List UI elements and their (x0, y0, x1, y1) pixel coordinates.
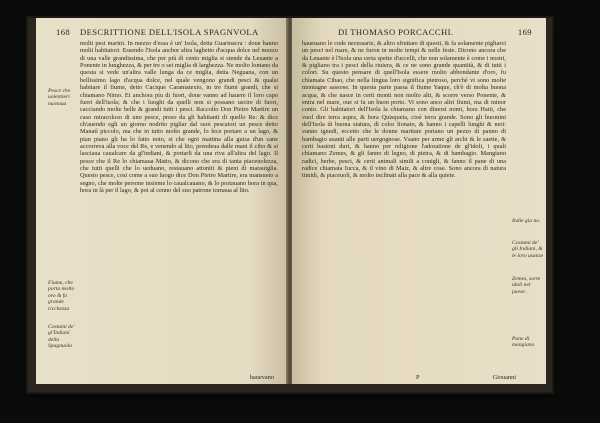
book-spread (28, 18, 552, 392)
left-catchword: hauevano (249, 374, 274, 381)
right-paragraph: haueuano le code necessarie, & altro sfruttare di questi, & fa solamente pigliarci un pesci nel mare, & ne furon in molte tempi & nelle feste. Dicono ancora che da Leuante è l'Isola una certa spetie d'uccelli, che non solamente è come i nostri, & pigliano tra i pesci della riuiera, & ce ne sono grande quantità, & di tutti i colori. Su questo pensare di quell'Isola essere molto abbondante d'oro, fu chiamata Cibao, che nella lingua loro significa pietroso, perché vi sono molte montagne sassose. In questa parte passa il fiume Yaque, ch'è di molta buona acqua, & che nasce in certi monti non molto alti, & scorre verso Ponente, & entra nel mare, oue si fa un buon porto. Vi sono anco altri fiumi, ma di minor conto. Gli habitatori dell'Isola la chiamano con diuersi nomi, hora Haiti, che vuol dire terra aspra, & hora Quisqueia, cioè terra grande. Sono gli huomini dell'Isola di buona statura, di color lionato, & hanno i capelli lunghi & neri: vanno ignudi, eccetto che le donne maritate portano un pezzo di panno di bambagio auanti alle parti uergognose. Vsano per arme gli archi & le saette, & certi bastoni duri, & hanno per religione l'adoratione de gl'idoli, i quali chiamano Zemes, & gli fanno di legno, di pietra, & di bambagio. Mangiano radici, herbe, pesci, & certi animali simili a conigli, & fanno il pane di una radice chiamata Iucca, & il vino di Maiz, & altre cose. Sono ancora di natura timidi, & piaceuoli, & molto inclinati alla pace & alla quiete. (302, 40, 506, 180)
left-marginal-note-2: Fiume, che porta molto oro & fa grande ricchezza (48, 280, 75, 312)
signature-mark: P (416, 374, 420, 381)
right-head-title: DI THOMASO PORCACCHI. (338, 27, 454, 37)
left-marginal-note-1: Pesce che uolentieri nuotaua (48, 88, 71, 107)
right-marginal-note-2: Costumi de' gli Indiani, & le loro usanze (512, 240, 544, 259)
right-marginal-note-4: Pane di mangiano (512, 336, 535, 349)
left-paragraph: molti pesi marini. In mezzo d'essa è un' Isola, detta Guarinacra : doue hanno molti habitatori. Essendo l'Isola anchor altra laghetto d'acqua dolce nel mezzo di una valle grandissima, che per più di cento miglia si stende da Leuante a Ponente in lunghezza, & per tre o sei miglia di larghezza. Ne molto lontano da questa si vede un'altra valle lunga da ce miglia, detta Neguana, con un bellissimo lago d'acqua dolce, nel quale vengono grandi pesci & qualsi habitare il fiume, detto Cacique Caramatexio, in tre fiumi grandi, che si chiamano Nimo. Et anchora piu di fuori, doue vanno ad hauere il loro capo fuori dell'isola; & che i luoghi da quelli non si possano uscire di fuori, cacciando molte belle & grandi tutti i pesci. Raccolto Don Pietro Martire un caso miracoloso di uno pesce, preso da gli habitanti di quello Re: & dice ch'auendo egli un giorno nodrito pigliar dal suoi pescatori un pesce detto Manatì piccolo, ma che in tutto molto grande, lo fece portare a un lago, & pian piano gli ha lo fatto noto, si che ogni mattina alla guisa d'un cane accorreva alla voce del Re, e venendo al lito, prendeua dalle mani il cibo & si lasciaua caualcare da gl'indiani, & portarli da una riva all'altra del lago. Il pesce che il Re lo chiamaua Matto, & dicono che era di tanta piaceuolezza, che tutti quelli che lo ueduano, restauano attoniti & pieni di marauiglia. Questo pesce, cosi come a suo luogo dice Don Pietro Martire, era mansueto a segno, che molte persone insieme lo caualcauano, & lo portauano hora in qua, hora in là per il lago, & poi al cenno del suo patrone tornaua al lito. (80, 40, 278, 195)
right-body-text (302, 40, 506, 374)
left-head-title: DESCRITTIONE DELL'ISOLA SPAGNVOLA (80, 27, 259, 37)
right-page-number: 169 (517, 27, 532, 37)
right-page (292, 18, 546, 384)
left-page (36, 18, 288, 384)
left-body-text (80, 40, 278, 374)
right-marginal-note-3: Zemes, sorte idoli nel paese. (512, 276, 541, 295)
left-marginal-note-3: Costumi de' gl'Indiani della Spagnuola (48, 324, 75, 350)
right-marginal-note-1: Indie gia no. (512, 218, 541, 224)
right-catchword: Giouanni (492, 374, 516, 381)
left-page-number: 168 (56, 27, 71, 37)
